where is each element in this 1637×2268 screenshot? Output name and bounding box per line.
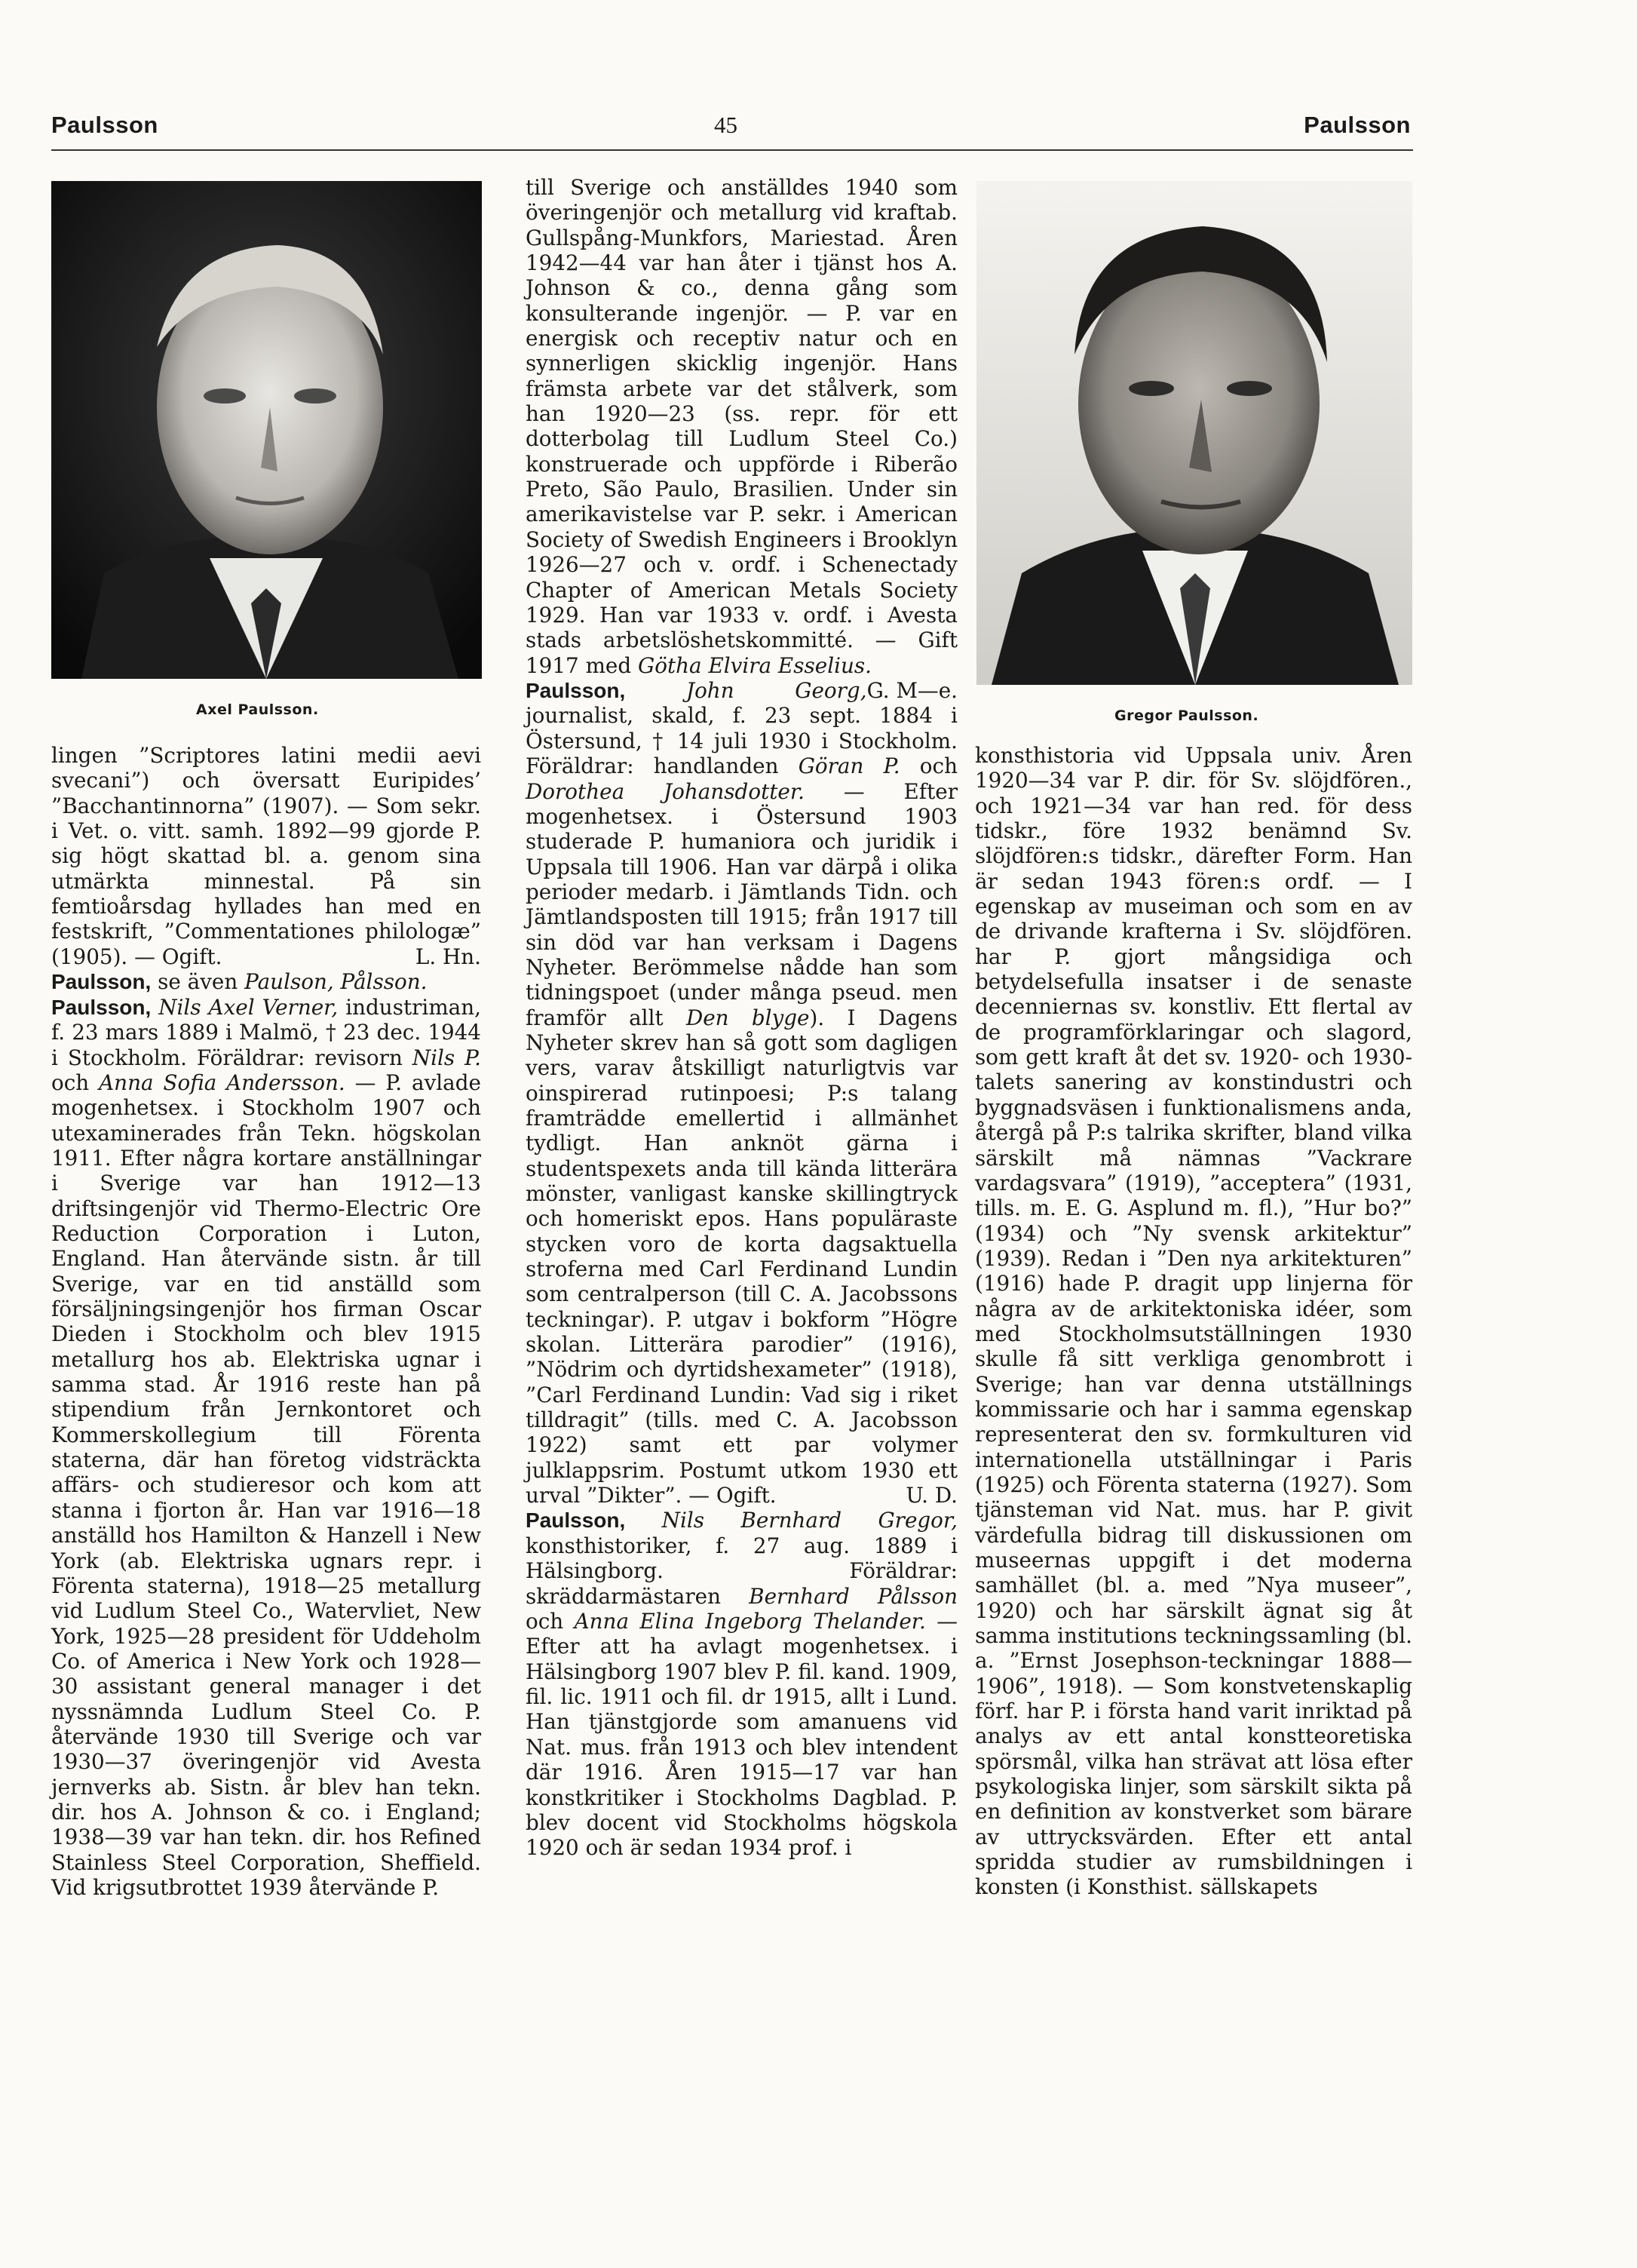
conjunction: och <box>51 1070 90 1095</box>
entry-headword: Paulsson, <box>51 970 152 994</box>
entry-text: till Sverige och anställdes 1940 som överingenjör och metallurg vid kraftab. Gullspång-Munkfors, Mariestad. Åren 1942—44 var han åter i tjänst hos A. Johnson & co., denna gång som konsulterande ingenjör. — P. var en energisk och receptiv natur och en synnerligen skicklig ingenjör. Hans främsta arbete var det stålverk, som han 1920—23 (ss. repr. för ett dotterbolag till Ludlum Steel Co.) konstruerade och uppförde i Riberão Preto, São Paulo, Brasilien. Under sin amerikavistelse var P. sekr. i American Society of Swedish Engineers i Brooklyn 1926—27 och v. ordf. i Schenectady Chapter of American Metals Society 1929. Han var 1933 v. ordf. i Avesta stads arbetslöshetskommitté. — Gift 1917 med <box>526 175 958 678</box>
conjunction: och <box>919 753 958 779</box>
running-head-left: Paulsson <box>51 112 158 138</box>
entry-gregor-paulsson <box>526 1508 958 1860</box>
portrait-caption-gregor: Gregor Paulsson. <box>1114 707 1259 724</box>
entry-headword: Paulsson, <box>51 995 152 1019</box>
entry-text: — Efter att ha avlagt mogenhetsex. i Hälsingborg 1907 blev P. fil. kand. 1909, fil. lic. 1911 och fil. dr 1915, allt i Lund. Han tjänstgjorde som amanuens vid Nat. mus. från 1913 och blev intendent där 1916. Åren 1915—17 var han konstkritiker i Stockholms Dagblad. P. blev docent vid Stockholms högskola 1920 och är sedan 1934 prof. i <box>526 1609 958 1861</box>
mother-name: Anna Elina Ingeborg Thelander. <box>574 1609 926 1634</box>
entry-text: lingen ”Scriptores latini medii aevi svecani”) och översatt Euripides’ ”Bacchantinnorna” (1907). — Som sekr. i Vet. o. vitt. samh. 1892—99 gjorde P. sig högt skattad bl. a. genom sina utmärkta minnestal. På sin femtioårsdag hyllades han med en festskrift, ”Commentationes philologæ” (1905). — Ogift. <box>51 743 481 969</box>
pseudonym: Den blyge <box>685 1005 810 1030</box>
entry-text: — P. avlade mogenhetsex. i Stockholm 1907 och utexaminerades från Tekn. högskolan 1911. Efter några kortare anställningar i Sverige var han 1912—13 driftsingenjör vid Thermo-Electric Ore Reduction Corporation i Luton, England. Han återvände sistn. år till Sverige, var en tid anställd som försäljningsingenjör hos firman Oscar Dieden i Stockholm och blev 1915 metallurg hos ab. Elektriska ugnar i samma stad. År 1916 reste han på stipendium från Jernkontoret och Kommerskollegium till Förenta staterna, där han företog vidsträckta affärs- och studieresor och kom att stanna i fjorton år. Han var 1916—18 anställd hos Hamilton & Hanzell i New York (ab. Elektriska ugnars repr. i Förenta staterna), 1918—25 metallurg vid Ludlum Steel Co., Watervliet, New York, 1925—28 president för Uddeholm Co. of America i New York och 1928—30 assistant general manager i det nyssnämnda Ludlum Steel Co. P. återvände 1930 till Sverige och var 1930—37 överingenjör vid Avesta jernverks ab. Sistn. år blev han tekn. dir. hos A. Johnson & co. i England; 1938—39 var han tekn. dir. hos Refined Stainless Steel Corporation, Sheffield. Vid krigsutbrottet 1939 återvände P. <box>51 1070 481 1900</box>
header-rule <box>51 149 1413 151</box>
wife-name: Götha Elvira Esselius. <box>638 652 872 678</box>
entry-text: industriman, f. 23 mars 1889 i Malmö, † 23 dec. 1944 i Stockholm. Föräldrar: revisorn <box>51 994 481 1070</box>
entry-full-name: John Georg, <box>685 677 867 703</box>
entry-cross-reference <box>51 969 481 995</box>
cross-reference-names: Paulson, Pålsson. <box>244 969 428 995</box>
portrait-gregor-paulsson <box>976 181 1412 685</box>
entry-axel-paulsson <box>51 995 481 1901</box>
entry-headword: Paulsson, <box>526 1508 626 1533</box>
author-signature: G. M—e. <box>866 677 958 703</box>
entry-text: ). I Dagens Nyheter skrev han så gott som dagligen vers, varav åtskilligt naturligtvis var oinspirerad rutinpoesi; P:s talang framträdde emellertid i allmänhet tydligt. Han anknöt gärna i studentspexets anda till kända litterära mönster, vanligast kanske skillingtryck och homeriskt epos. Hans populäraste stycken voro de korta dagsaktuella stroferna med Carl Ferdinand Lundin som centralperson (till C. A. Jacobssons teckningar). P. utgav i bokform ”Högre skolan. Litterära parodier” (1916), ”Nödrim och dyrtidshexameter” (1918), ”Carl Ferdinand Lundin: Vad sig i riket tilldragit” (tills. med C. A. Jacobsson 1922) samt ett par volymer julklappsrim. Postumt utkom 1930 ett urval ”Dikter”. — Ogift. <box>526 1005 958 1508</box>
conjunction: och <box>526 1609 564 1634</box>
entry-text: konsthistoriker, f. 27 aug. 1889 i Hälsingborg. Föräldrar: skräddarmästaren <box>526 1533 958 1609</box>
entry-continuation <box>51 743 481 969</box>
entry-full-name: Nils Bernhard Gregor, <box>661 1508 958 1533</box>
portrait-axel-paulsson <box>51 181 482 679</box>
entry-text: konsthistoria vid Uppsala univ. Åren 1920—34 var P. dir. för Sv. slöjdfören., och 1921—34 var han red. för dess tidskr., före 1932 benämnd Sv. slöjdfören:s tidskr., därefter Form. Han är sedan 1943 fören:s ordf. — I egenskap av museiman och som en av de drivande krafterna i Sv. slöjdfören. har P. gjort mångsidiga och betydelsefulla insatser i de senaste decenniernas sv. konstliv. Ett flertal av de programförklaringar och slagord, som gett kraft åt det sv. 1920- och 1930-talets sanering av konstindustri och byggnadsväsen i funktionalismens anda, återgå på P:s talrika skrifter, bland vilka särskilt må nämnas ”Vackrare vardagsvara” (1919), ”acceptera” (1931, tills. m. E. G. Asplund m. fl.), ”Hur bo?” (1934) och ”Ny svensk arkitektur” (1939). Redan i ”Den nya arkitekturen” (1916) hade P. dragit upp linjerna för några av de arkitektoniska idéer, som med Stockholmsutställningen 1930 skulle få sitt verkliga genombrott i Sverige; han var denna utställnings kommissarie och har i samma egenskap representerat den sv. formkulturen vid internationella utställningar i Paris (1925) och Förenta staterna (1927). Som tjänsteman vid Nat. mus. har P. givit värdefulla bidrag till diskussionen om museernas uppgift i det moderna samhället (bl. a. med ”Nya museer”, 1920) och har särskilt ägnat sig åt samma institutions teckningssamling (bl. a. ”Ernst Josephson-teckningar 1888—1906”, 1918). — Som konstvetenskaplig förf. har P. i första hand varit inriktad på analys av ett antal konstteoretiska spörsmål, vilka han strävat att lösa efter psykologiska linjer, som särskilt sikta på en definition av konstverket som bärare av uttrycksvärden. Efter ett antal spridda studier av rumsbildningen i konsten (i Konsthist. sällskapets <box>975 743 1412 1900</box>
father-name: Nils P. <box>412 1045 482 1070</box>
father-name: Göran P. <box>798 753 900 779</box>
entry-text: journalist, skald, f. 23 sept. 1884 i Östersund, † 14 juli 1930 i Stockholm. Föräldrar: handlanden <box>526 703 958 779</box>
text-column-3 <box>975 743 1412 1900</box>
author-signature: L. Hn. <box>415 944 481 969</box>
portrait-caption-axel: Axel Paulsson. <box>196 701 319 718</box>
mother-name: Anna Sofia Andersson. <box>99 1070 345 1095</box>
entry-text: se även <box>158 969 238 995</box>
running-head-right: Paulsson <box>1304 112 1411 138</box>
page-number: 45 <box>714 112 737 138</box>
entry-headword: Paulsson, <box>526 678 626 702</box>
entry-continuation <box>975 743 1412 1900</box>
author-signature: U. D. <box>906 1483 958 1508</box>
father-name: Bernhard Pålsson <box>749 1583 958 1609</box>
entry-text: — Efter mogenhetsex. i Östersund 1903 studerade P. humaniora och juridik i Uppsala till 1906. Han var därpå i olika perioder medarb. i Jämtlands Tidn. och Jämtlandsposten till 1915; från 1917 till sin död var han verksam i Dagens Nyheter. Berömmelse nådde han som tidningspoet (under många pseud. men framför allt <box>526 778 958 1030</box>
entry-john-georg-paulsson <box>526 678 958 1508</box>
text-column-2 <box>526 175 958 1861</box>
mother-name: Dorothea Johansdotter. <box>526 778 805 804</box>
entry-full-name: Nils Axel Verner, <box>158 994 339 1020</box>
text-column-1 <box>51 743 481 1900</box>
